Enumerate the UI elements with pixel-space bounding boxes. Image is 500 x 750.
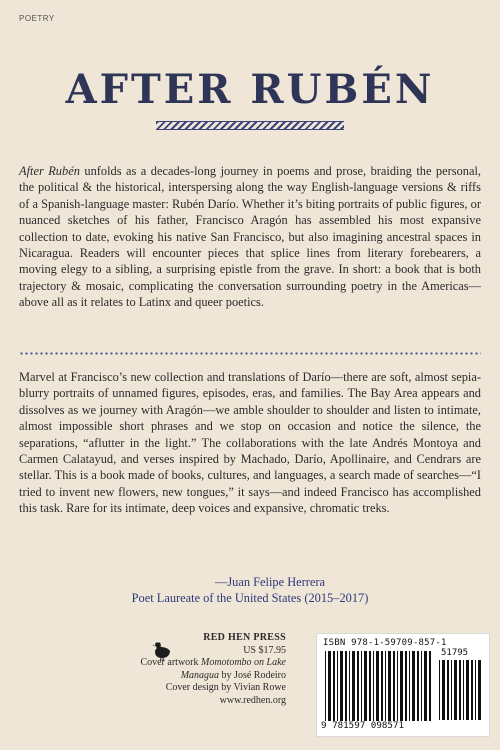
barcode-bar [357, 651, 359, 721]
barcode-bar [471, 660, 473, 720]
barcode-bar [376, 651, 379, 721]
barcode-bar [463, 660, 464, 720]
barcode-bar [459, 660, 461, 720]
quote-text: Marvel at Francisco’s new collection and translations of Darío—there are soft, almost sepia-blurry portraits of unnamed figures, episodes, eras, and families. The Bay Area appears and dissolves as we journey with Aragón—we amble shoulder to shoulder and listen to intimate, almost impossible short phrases and we stop on occasion and notice the silence, the separations, “aflutter in the light.” The collaborations with the late Andrés Montoya and Carmen Calatayud, and verses inspired by Machado, Darío, Apollinaire, and Cendrars are stellar. This is a book made of books, cultures, and languages, a search made of searches—“I tried to invent new flowers, new tongues,” it says—and indeed Francisco has accomplished this task. Rare for its intimate, deep voices and expansive, chromatic treks. [19, 370, 481, 516]
cover-artwork-credit: Cover artwork Momotombo on Lake [140, 657, 286, 669]
barcode-bar [381, 651, 383, 721]
barcode-bar [393, 651, 395, 721]
barcode-bar [325, 651, 326, 721]
barcode-bar [451, 660, 452, 720]
barcode-bar [466, 660, 469, 720]
quote-author-role: Poet Laureate of the United States (2015–2017) [131, 591, 369, 606]
dotted-divider [19, 352, 481, 355]
barcode-addon-bars [439, 660, 481, 720]
barcode-bar [417, 651, 419, 721]
book-title: AFTER RUBÉN [65, 66, 435, 113]
barcode-bar [475, 660, 476, 720]
barcode-addon-number: 51795 [441, 648, 469, 658]
barcode-bar [421, 651, 422, 721]
barcode-bar [340, 651, 343, 721]
barcode-bar [369, 651, 371, 721]
barcode-bar [424, 651, 427, 721]
isbn-barcode [316, 633, 490, 737]
blurb-text: unfolds as a decades-long journey in poems and prose, braiding the personal, the political & the historical, interspersing along the way English-language versions & riffs of a Spanish-language master: Rubén Darío. Whether it’s biting portraits of public figures, or nuanced sketches of his father, Francisco Aragón has assembled his most expansive collection to date, evoking his native San Francisco, but also imagining ancestral spaces in Nicaragua. Readers will encounter pieces that splice lines from literary forebearers, a moving elegy to a sibling, a surprising epistle from the grave. In short: a book that is both trajectory & mosaic, complicating the conversation surrounding poetry in the Americas—above all as it relates to Latinx and queer poetics. [19, 164, 482, 310]
barcode-bar [349, 651, 350, 721]
barcode-bar [405, 651, 407, 721]
barcode-bar [400, 651, 403, 721]
blurb-italic-title: After Rubén [19, 164, 80, 178]
genre-label: POETRY [19, 14, 55, 23]
barcode-bar [373, 651, 374, 721]
barcode-bar [442, 660, 445, 720]
quote-attribution [0, 574, 500, 607]
barcode-bar [439, 660, 440, 720]
title-ornament-rule [156, 121, 344, 130]
barcode-bar [385, 651, 386, 721]
barcode-bar [361, 651, 362, 721]
barcode-bar [412, 651, 415, 721]
publisher-website: www.redhen.org [219, 694, 286, 706]
price: US $17.95 [243, 644, 286, 656]
barcode-bar [337, 651, 338, 721]
publisher-info [140, 632, 286, 708]
barcode-bar [388, 651, 391, 721]
book-description [19, 163, 481, 311]
endorsement-quote [19, 369, 481, 517]
cover-artwork-credit-line2: Managua by José Rodeiro [180, 669, 286, 681]
barcode-bar [429, 651, 431, 721]
barcode-bar [333, 651, 335, 721]
barcode-bar [352, 651, 355, 721]
barcode-digits: 9 781597 098571 [321, 720, 404, 731]
barcode-bar [364, 651, 367, 721]
publisher-name: RED HEN PRESS [203, 632, 286, 643]
quote-author: —Juan Felipe Herrera [214, 575, 326, 589]
barcode-bar [345, 651, 347, 721]
cover-design-credit: Cover design by Vivian Rowe [165, 682, 286, 694]
barcode-bar [397, 651, 398, 721]
isbn-number: ISBN 978-1-59709-857-1 [323, 638, 447, 648]
barcode-bar [447, 660, 449, 720]
barcode-bar [409, 651, 410, 721]
barcode-bar [478, 660, 481, 720]
barcode-bar [328, 651, 331, 721]
barcode-bar [454, 660, 457, 720]
barcode-bars [325, 651, 431, 721]
